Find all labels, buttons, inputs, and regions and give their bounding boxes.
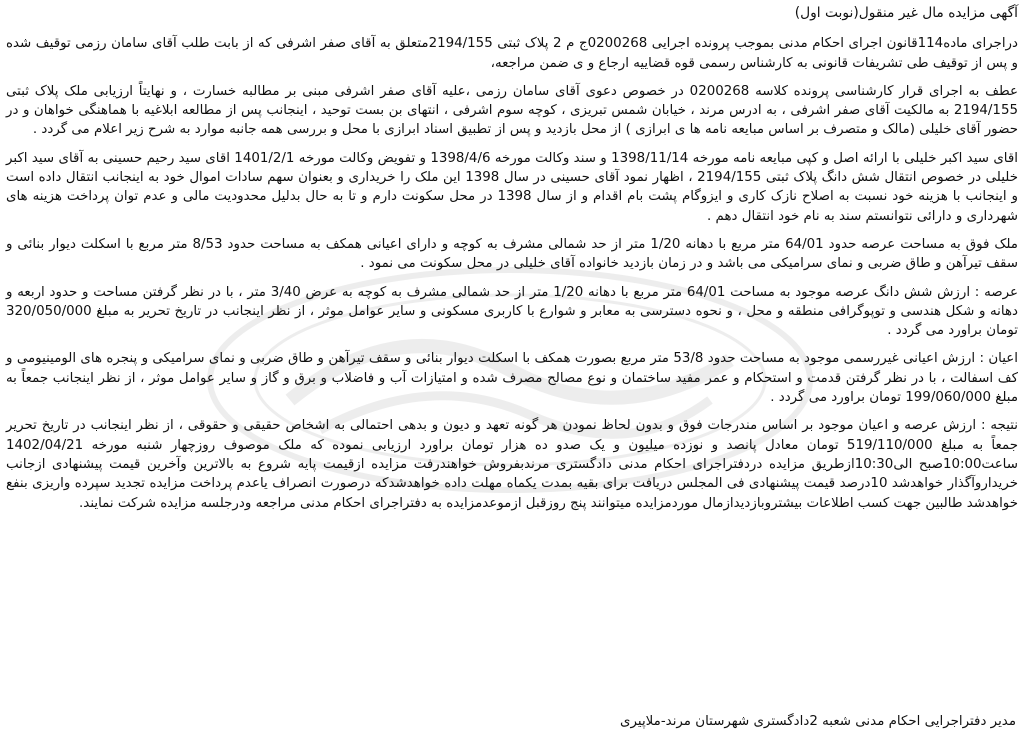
paragraph-building-valuation: اعیان : ارزش اعیانی غیررسمی موجود به مساحت حدود 53/8 متر مربع بصورت همکف با اسکلت دیوار بنائی و سقف تیرآهن و طاق ضربی و نمای سرامیکی و پنجره های الومینیومی و کف اسفالت ، با در نظر گرفتن قدمت و استحکام و عمر مفید ساختمان و نوع مصالح مصرف شده و امتیازات آب و فاضلاب و برق و گاز و سایر عوامل موثر ، از نظر اینجانب جمعاً به مبلغ 199/060/000 تومان براورد می گردد . (6, 351, 1018, 406)
notice-title: آگهی مزایده مال غیر منقول(نوبت اول) (794, 5, 1018, 21)
paragraph-result-and-auction: نتیجه : ارزش عرصه و اعیان موجود بر اساس مندرجات فوق و بدون لحاظ نمودن هر گونه تعهد و دیون و بدهی احتمالی به اشخاص حقیقی و حقوقی ، از نظر اینجانب در تاریخ تحریر جمعاً به مبلغ 519/110/000 تومان معادل پانصد و نوزده میلیون و یک صدو ده هزار تومان براورد ارزیابی نموده که ملک موصوف روزچهار شنبه مورخه 1402/04/21 ساعت10:00صبح الی10:30ازطریق مزایده دردفتراجرای احکام مدنی دادگستری مرندبفروش خواهندرفت مزایده ازقیمت پایه شروع به بالاترین وآخرین قیمت پیشنهادی ازجانب خریداروآگذار خواهدشد 10درصد قیمت پیشنهادی فی المجلس دریافت برای بقیه بمدت یکماه مهلت داده خواهدشدکه درصورت انصراف یاعدم پرداخت مزایده تجدید سپرده واریزی بنفع خواهدشد طالبین جهت کسب اطلاعات بیشتروبازدیدازمال موردمزایده میتوانند پنج روزقبل ازموعدمزایده به دفتراجرای احکام مدنی مراجعه ودرجلسه مزایده شرکت نمایند. (6, 418, 1018, 511)
paragraph-execution-intro: دراجرای ماده114قانون اجرای احکام مدنی بموجب پرونده اجرایی 0200268ج م 2 پلاک ثبتی 2194/155متعلق به آقای صفر اشرفی که از بابت طلب آقای سامان رزمی توقیف شده و پس از توقیف طی تشریفات قانونی به کارشناس رسمی قوه قضاییه ارجاع و ی ضمن مراجعه، (6, 36, 1018, 71)
paragraph-land-valuation: عرصه : ارزش شش دانگ عرصه موجود به مساحت 64/01 متر مربع با دهانه 1/20 متر از حد شمالی مشرف به کوچه به عرض 3/40 متر ، با در نظر گرفتن مساحت و حدود اربعه و دهانه و شکل هندسی و توپوگرافی منطقه و محل ، و نحوه دسترسی به معابر و شوارع با کاربری مسکونی و سایر عوامل موثر ، از نظر اینجانب در تاریخ تحریر به مبلغ 320/050/000 تومان براورد می گردد . (6, 284, 1018, 339)
paragraph-property-description: ملک فوق به مساحت عرصه حدود 64/01 متر مربع با دهانه 1/20 متر از حد شمالی مشرف به کوچه و دارای اعیانی همکف به مساحت حدود 8/53 متر مربع با اسکلت دیوار بنائی و سقف تیرآهن و طاق ضربی و نمای سرامیکی می باشد و در زمان بازدید خانواده آقای خلیلی در محل سکونت می نمود . (6, 236, 1018, 272)
paragraph-expert-order: عطف به اجرای قرار کارشناسی پرونده کلاسه 0200268 در خصوص دعوی آقای سامان رزمی ،علیه آقای صفر اشرفی مبنی بر مطالبه خسارت ، و نهایتاً ارزیابی ملک پلاک ثبتی 2194/155 به مالکیت آقای صفر اشرفی ، به ادرس مرند ، خیابان شمس تبریزی ، کوچه سوم اشرفی ، انتهای بن بست توحید ، اینجانب پس از مطالعه ابلاغیه با هماهنگی خواهان و در حضور آقای خلیلی (مالک و متصرف بر اساس مبایعه نامه ها ی ابرازی ) از محل بازدید و پس از تطبیق اسناد ابرازی با محل و بررسی همه جانبه موارد به شرح زیر اعلام می گردد . (6, 83, 1018, 138)
paragraph-occupant-statement: اقای سید اکبر خلیلی با ارائه اصل و کپی مبایعه نامه مورخه 1398/11/14 و سند وکالت مورخه 1398/4/6 و تفویض وکالت مورخه 1401/2/1 اقای سید رحیم حسینی به آقای سید اکبر خلیلی در خصوص انتقال شش دانگ پلاک ثبتی 2194/155 ، اظهار نمود آقای حسینی در سال 1398 این ملک را خریداری و بعنوان سهم سادات اموال خود به اینجانب انتقال داده است و اینجانب با هزینه خود نسبت به اصلاح نازک کاری و ایزوگام پشت بام اقدام و از سال 1398 در محل سکونت دارم و تا به حال بدلیل محدودیت مالی و عدم توان پرداخت هزینه های شهرداری و دارائی نتوانستم سند به نام خود انتقال دهم . (6, 150, 1019, 224)
notice-document (6, 4, 1018, 522)
signature-footer: مدیر دفتراجرایی احکام مدنی شعبه 2دادگستری شهرستان مرند-ملاپیری (620, 714, 1016, 729)
